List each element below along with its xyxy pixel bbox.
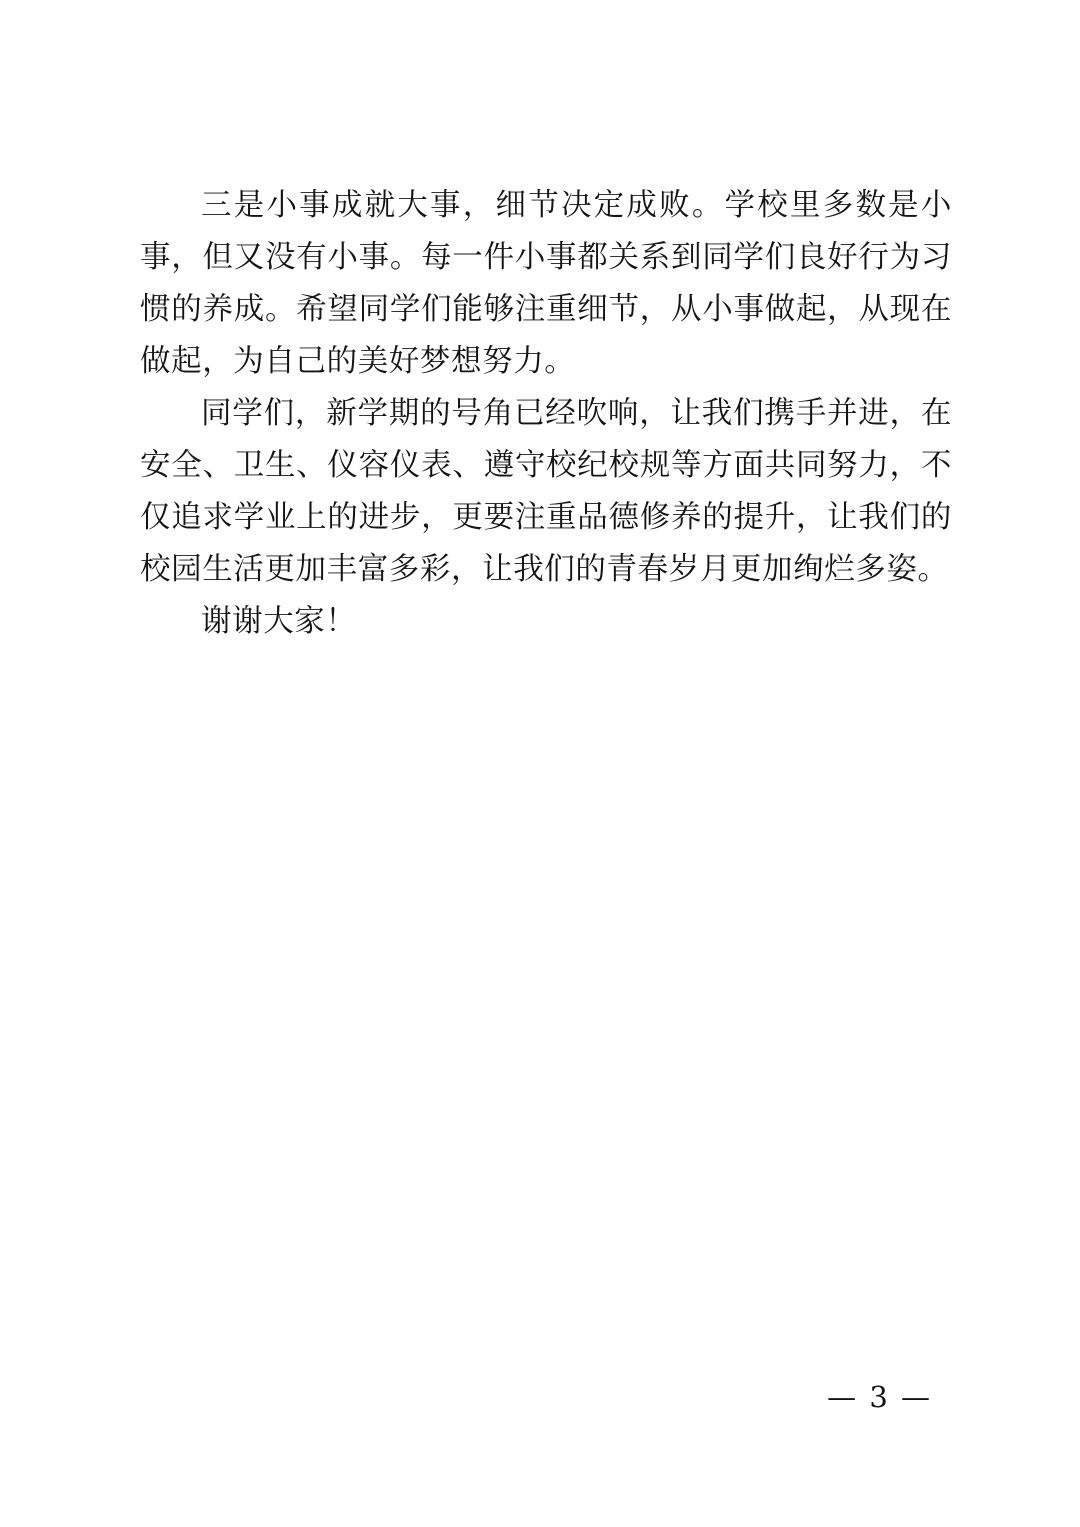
page-number: — 3 —: [827, 1380, 932, 1414]
page-footer: [0, 1380, 1080, 1414]
paragraph-1: 三是小事成就大事，细节决定成败。学校里多数是小事，但又没有小事。每一件小事都关系到同学们良好行为习惯的养成。希望同学们能够注重细节，从小事做起，从现在做起，为自己的美好梦想努力。: [140, 188, 952, 379]
paragraph-3: 谢谢大家！: [201, 604, 357, 639]
paragraph-2: 同学们，新学期的号角已经吹响，让我们携手并进，在安全、卫生、仪容仪表、遵守校纪校规等方面共同努力，不仅追求学业上的进步，更要注重品德修养的提升，让我们的校园生活更加丰富多彩，让我们的青春岁月更加绚烂多姿。: [140, 396, 952, 587]
document-body: [140, 180, 952, 648]
